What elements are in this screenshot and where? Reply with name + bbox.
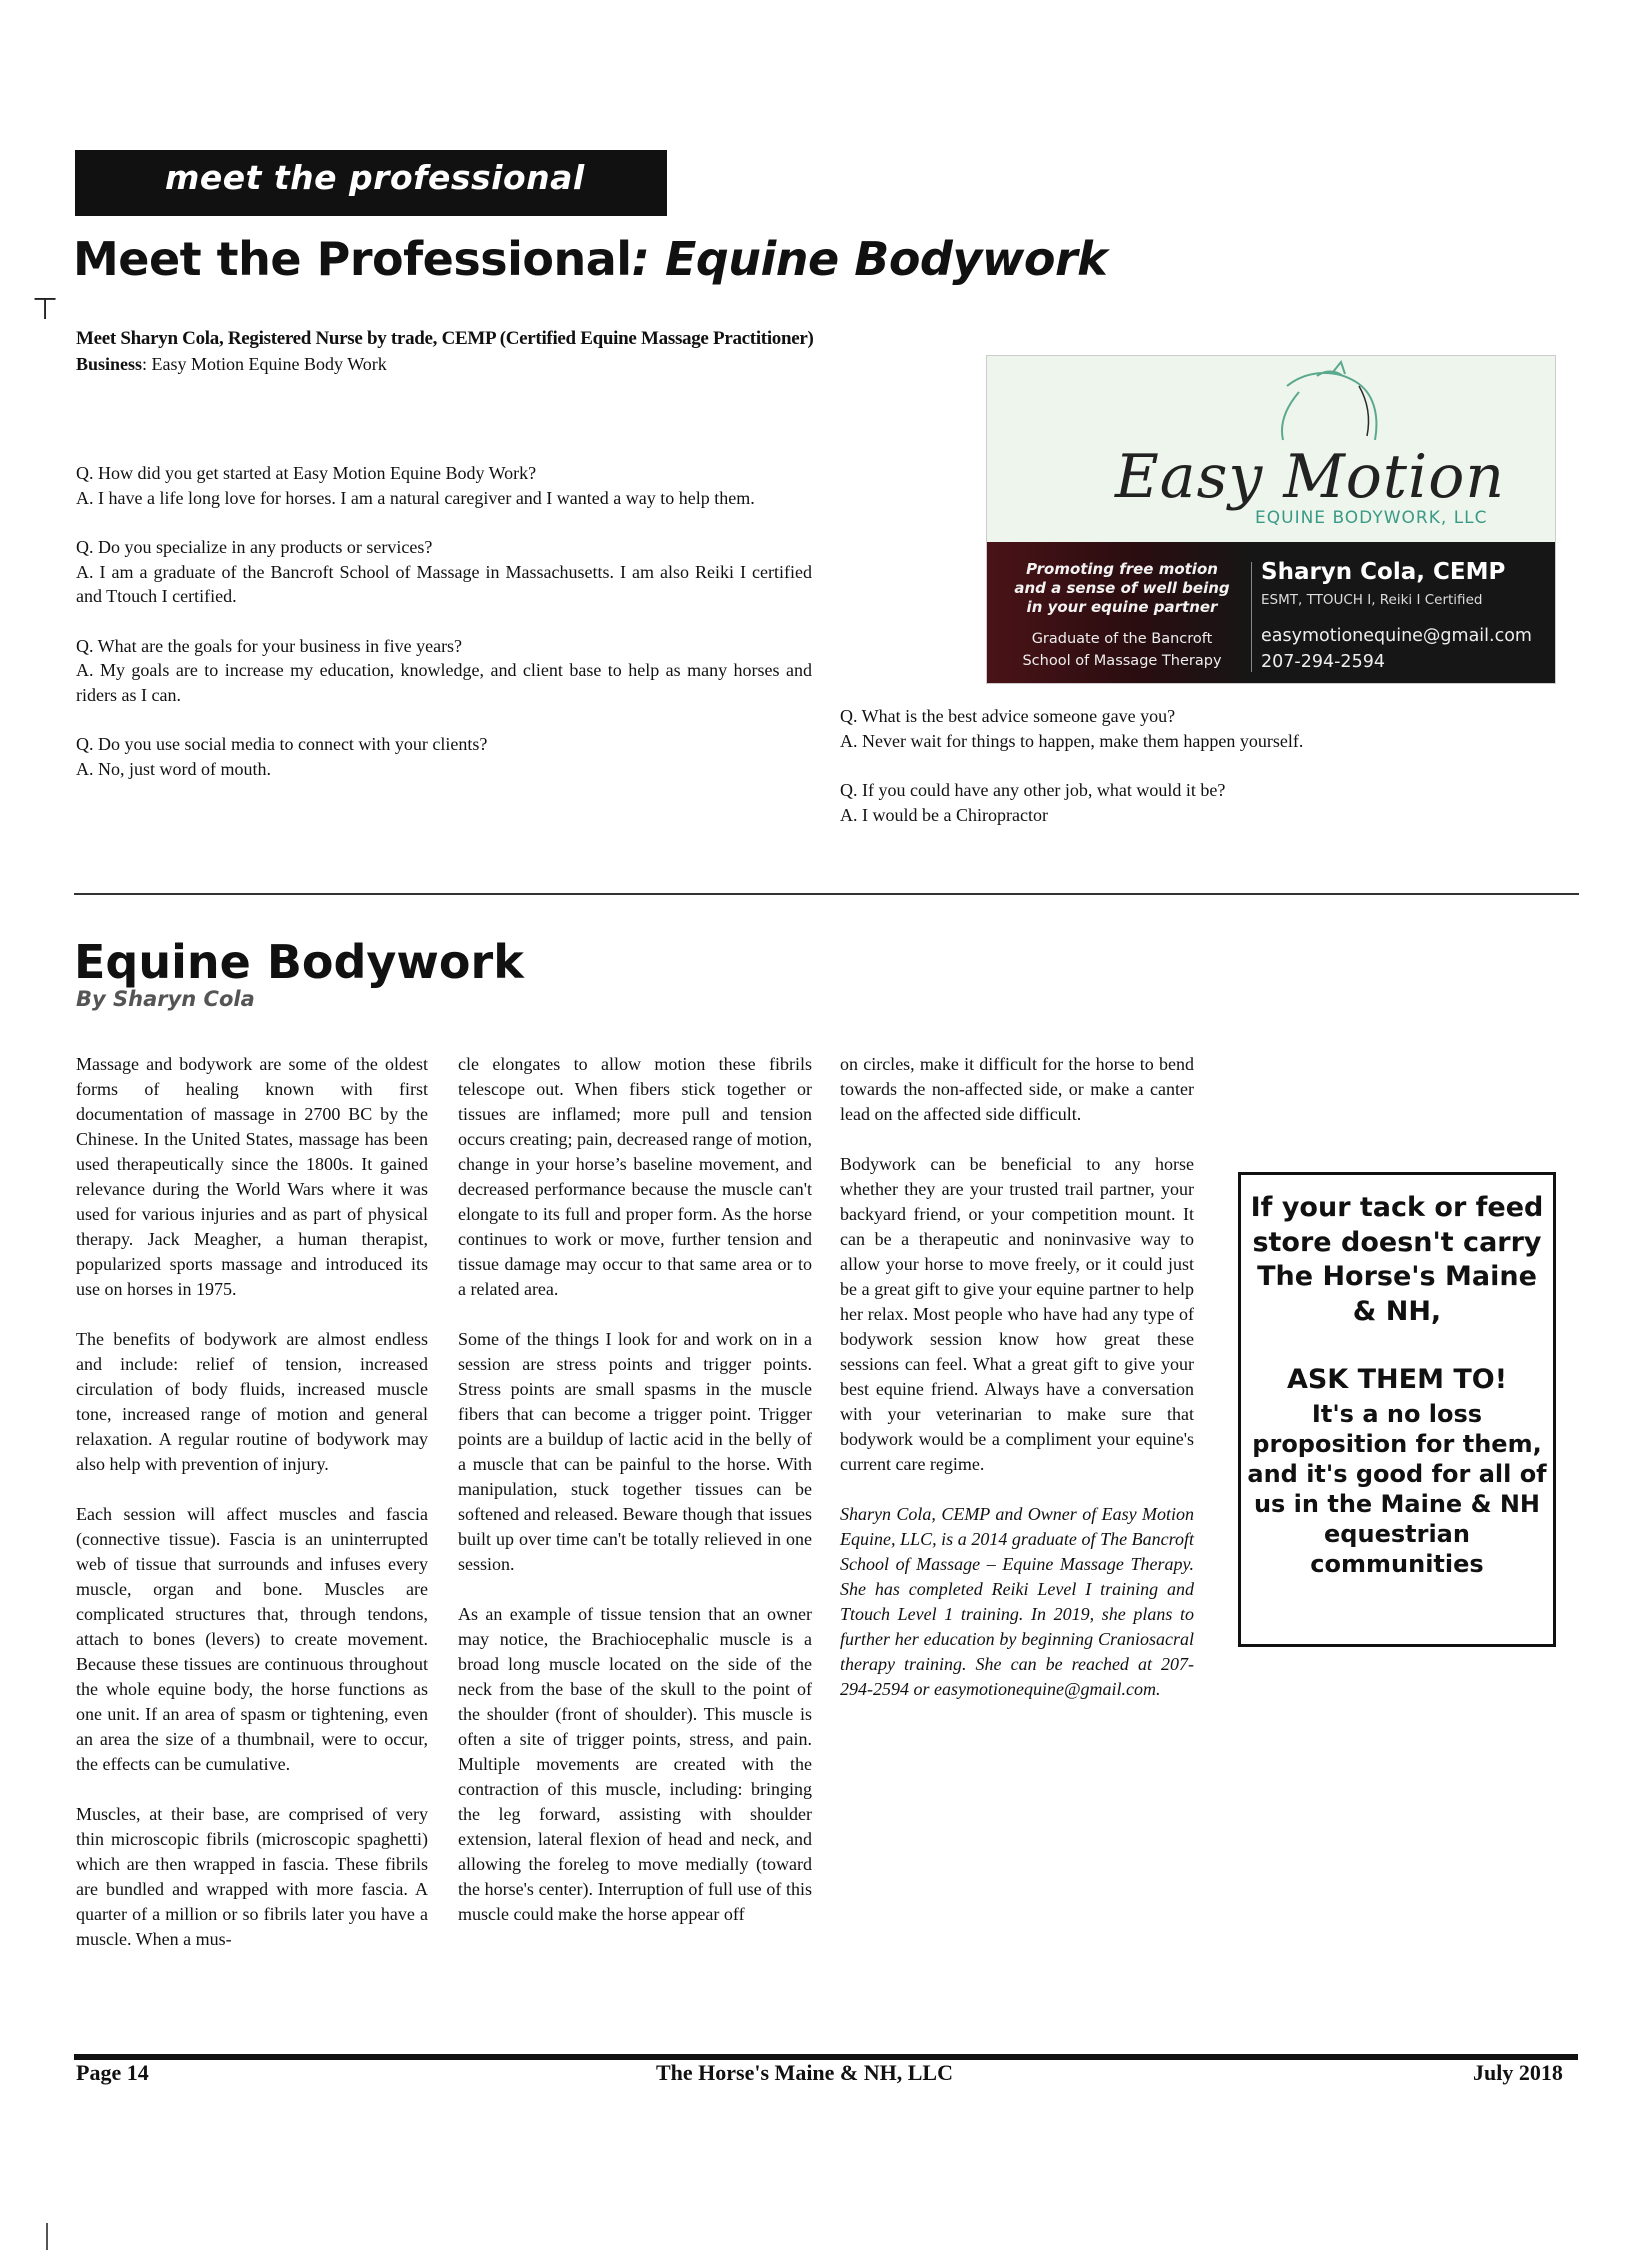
card-email: easymotionequine@gmail.com	[1261, 626, 1532, 646]
qa-right-column	[840, 704, 1400, 852]
answer: A. Never wait for things to happen, make them happen yourself.	[840, 730, 1304, 751]
headline-part-2: : Equine Bodywork	[631, 232, 1108, 286]
answer: A. My goals are to increase my education, knowledge, and client base to help as many horses and riders as I can.	[76, 660, 812, 705]
card-divider	[1251, 562, 1252, 672]
qa-left-column	[76, 461, 812, 806]
question: Q. How did you get started at Easy Motion Equine Body Work?	[76, 463, 537, 483]
question: Q. Do you use social media to connect with your clients?	[76, 734, 488, 754]
qa-item	[76, 461, 812, 510]
card-name: Sharyn Cola, CEMP	[1261, 559, 1506, 585]
question: Q. If you could have any other job, what would it be?	[840, 780, 1226, 800]
ad-line-2: ASK THEM TO!	[1286, 1364, 1508, 1395]
card-phone: 207-294-2594	[1261, 652, 1385, 672]
business-line	[76, 354, 387, 375]
answer: A. No, just word of mouth.	[76, 758, 271, 779]
footer-publisher: The Horse's Maine & NH, LLC	[656, 2060, 953, 2085]
article-byline: By Sharyn Cola	[76, 987, 255, 1011]
headline-part-1: Meet the Professional	[73, 232, 632, 286]
paragraph: As an example of tissue tension that an owner may notice, the Brachiocephalic muscle is a broad long muscle located on the side of the neck from the base of the skull to the point of the shoulder (front of shoulder). This muscle is often a site of trigger points, stress, and pain. Multiple movements are created with the contraction of this muscle, including: bringing the leg forward, assisting with shoulder extension, lateral flexion of head and neck, and allowing the foreleg to move medially (toward the horse's center). Interruption of full use of this muscle could make the horse appear off	[458, 1604, 812, 1924]
answer: A. I would be a Chiropractor	[840, 804, 1048, 825]
answer: A. I am a graduate of the Bancroft School of Massage in Massachusetts. I am also Reiki I certified and Ttouch I certified.	[76, 561, 812, 606]
paragraph: The benefits of bodywork are almost endless and include: relief of tension, increased circulation of body fluids, increased muscle tone, increased range of motion and general relaxation. A regular routine of bodywork may also help with prevention of injury.	[76, 1329, 428, 1474]
section-banner-label: meet the professional	[165, 158, 585, 197]
footer-date: July 2018	[1473, 2060, 1563, 2085]
qa-item	[840, 778, 1400, 827]
paragraph: Massage and bodywork are some of the oldest forms of healing known with first documentation of massage in 2700 BC by the Chinese. In the United States, massage has been used therapeutically since the 1800s. It gained relevance during the World Wars where it was used for various injuries and as part of physical therapy. Jack Meagher, a human therapist, popularized sports massage and introduced its use on horses in 1975.	[76, 1054, 428, 1299]
paragraph: Bodywork can be beneficial to any horse whether they are your trusted trail partner, your backyard friend, or your competition mount. It can be a therapeutic and noninvasive way to allow your horse to move freely, or it could just be a great gift to give your equine partner to help her relax. Most people who have had any type of bodywork session know how great these sessions can feel. What a great gift to give your best equine friend. Always have a conversation with your veterinarian to make sure that bodywork would be a compliment your equine's current care regime.	[840, 1154, 1194, 1474]
qa-item	[76, 634, 812, 708]
business-value: : Easy Motion Equine Body Work	[142, 354, 387, 374]
ad-line-3: It's a no loss proposition for them, and it's good for all of us in the Maine & NH equestrian communities	[1247, 1400, 1547, 1578]
paragraph: on circles, make it difficult for the horse to bend towards the non-affected side, or make a canter lead on the affected side difficult.	[840, 1054, 1194, 1124]
card-certs: ESMT, TTOUCH I, Reiki I Certified	[1261, 592, 1483, 608]
card-graduate: Graduate of the Bancroft School of Massage Therapy	[1022, 631, 1222, 669]
crop-mark-bottom	[46, 2223, 48, 2250]
paragraph: Muscles, at their base, are comprised of very thin microscopic fibrils (microscopic spaghetti) which are then wrapped in fascia. These fibrils are bundled and wrapped with more fascia. A quarter of a million or so fibrils later you have a muscle. When a mus-	[76, 1804, 428, 1949]
business-card-image	[986, 355, 1556, 684]
qa-item	[76, 535, 812, 609]
card-logo-subtext: EQUINE BODYWORK, LLC	[1255, 508, 1488, 528]
card-logo-text: Easy Motion	[1115, 442, 1505, 512]
question: Q. Do you specialize in any products or services?	[76, 537, 433, 557]
question: Q. What are the goals for your business in five years?	[76, 635, 463, 656]
qa-item	[76, 732, 812, 781]
page-headline	[73, 232, 1107, 286]
advertisement-box	[1238, 1172, 1556, 1647]
card-logo-area	[987, 356, 1555, 542]
paragraph: Each session will affect muscles and fascia (connective tissue). Fascia is an uninterrupted web of tissue that surrounds and infuses every muscle, organ and bone. Muscles are complicated structures that, through tendons, attach to bones (levers) to create movement. Because these tissues are continuous throughout the whole equine body, the horse functions as one unit. If an area of spasm or tightening, even an area the size of a thumbnail, were to occur, the effects can be cumulative.	[76, 1504, 428, 1774]
section-divider	[74, 893, 1579, 895]
qa-item	[840, 704, 1400, 753]
article-title: Equine Bodywork	[74, 935, 524, 989]
author-bio: Sharyn Cola, CEMP and Owner of Easy Motion Equine, LLC, is a 2014 graduate of The Bancroft School of Massage – Equine Massage Therapy. She has completed Reiki Level I training and Ttouch Level 1 training. In 2019, she plans to further her education by beginning Craniosacral therapy training. She can be reached at 207-294-2594 or easymotionequine@gmail.com.	[840, 1504, 1194, 1699]
intro-line: Meet Sharyn Cola, Registered Nurse by trade, CEMP (Certified Equine Massage Practitioner)	[76, 328, 814, 349]
card-promo: Promoting free motion and a sense of well being in your equine partner	[1014, 560, 1230, 616]
article-column-1	[76, 1052, 428, 1977]
card-info-area	[987, 542, 1555, 683]
footer-page-number: Page 14	[76, 2060, 149, 2085]
crop-mark: ⊤	[32, 292, 59, 327]
business-label: Business	[76, 354, 143, 374]
ad-line-1: If your tack or feed store doesn't carry The Horse's Maine & NH,	[1250, 1192, 1544, 1327]
paragraph: cle elongates to allow motion these fibrils telescope out. When fibers stick together or tissues are inflamed; more pull and tension occurs creating; pain, decreased range of motion, change in your horse’s baseline movement, and decreased performance because the muscle can't elongate to its full and proper form. As the horse continues to work or move, further tension and tissue damage may occur to that same area or to a related area.	[458, 1054, 812, 1299]
article-column-3	[840, 1052, 1194, 1727]
article-column-2	[458, 1052, 812, 1952]
question: Q. What is the best advice someone gave you?	[840, 706, 1176, 726]
answer: A. I have a life long love for horses. I am a natural caregiver and I wanted a way to help them.	[76, 487, 755, 508]
paragraph: Some of the things I look for and work on in a session are stress points and trigger points. Stress points are small spasms in the muscle fibers that can become a trigger point. Trigger points are a buildup of lactic acid in the belly of a muscle that can be painful to the horse. With manipulation, stuck together tissues can be softened and released. Beware though that issues built up over time can't be totally relieved in one session.	[458, 1329, 812, 1574]
